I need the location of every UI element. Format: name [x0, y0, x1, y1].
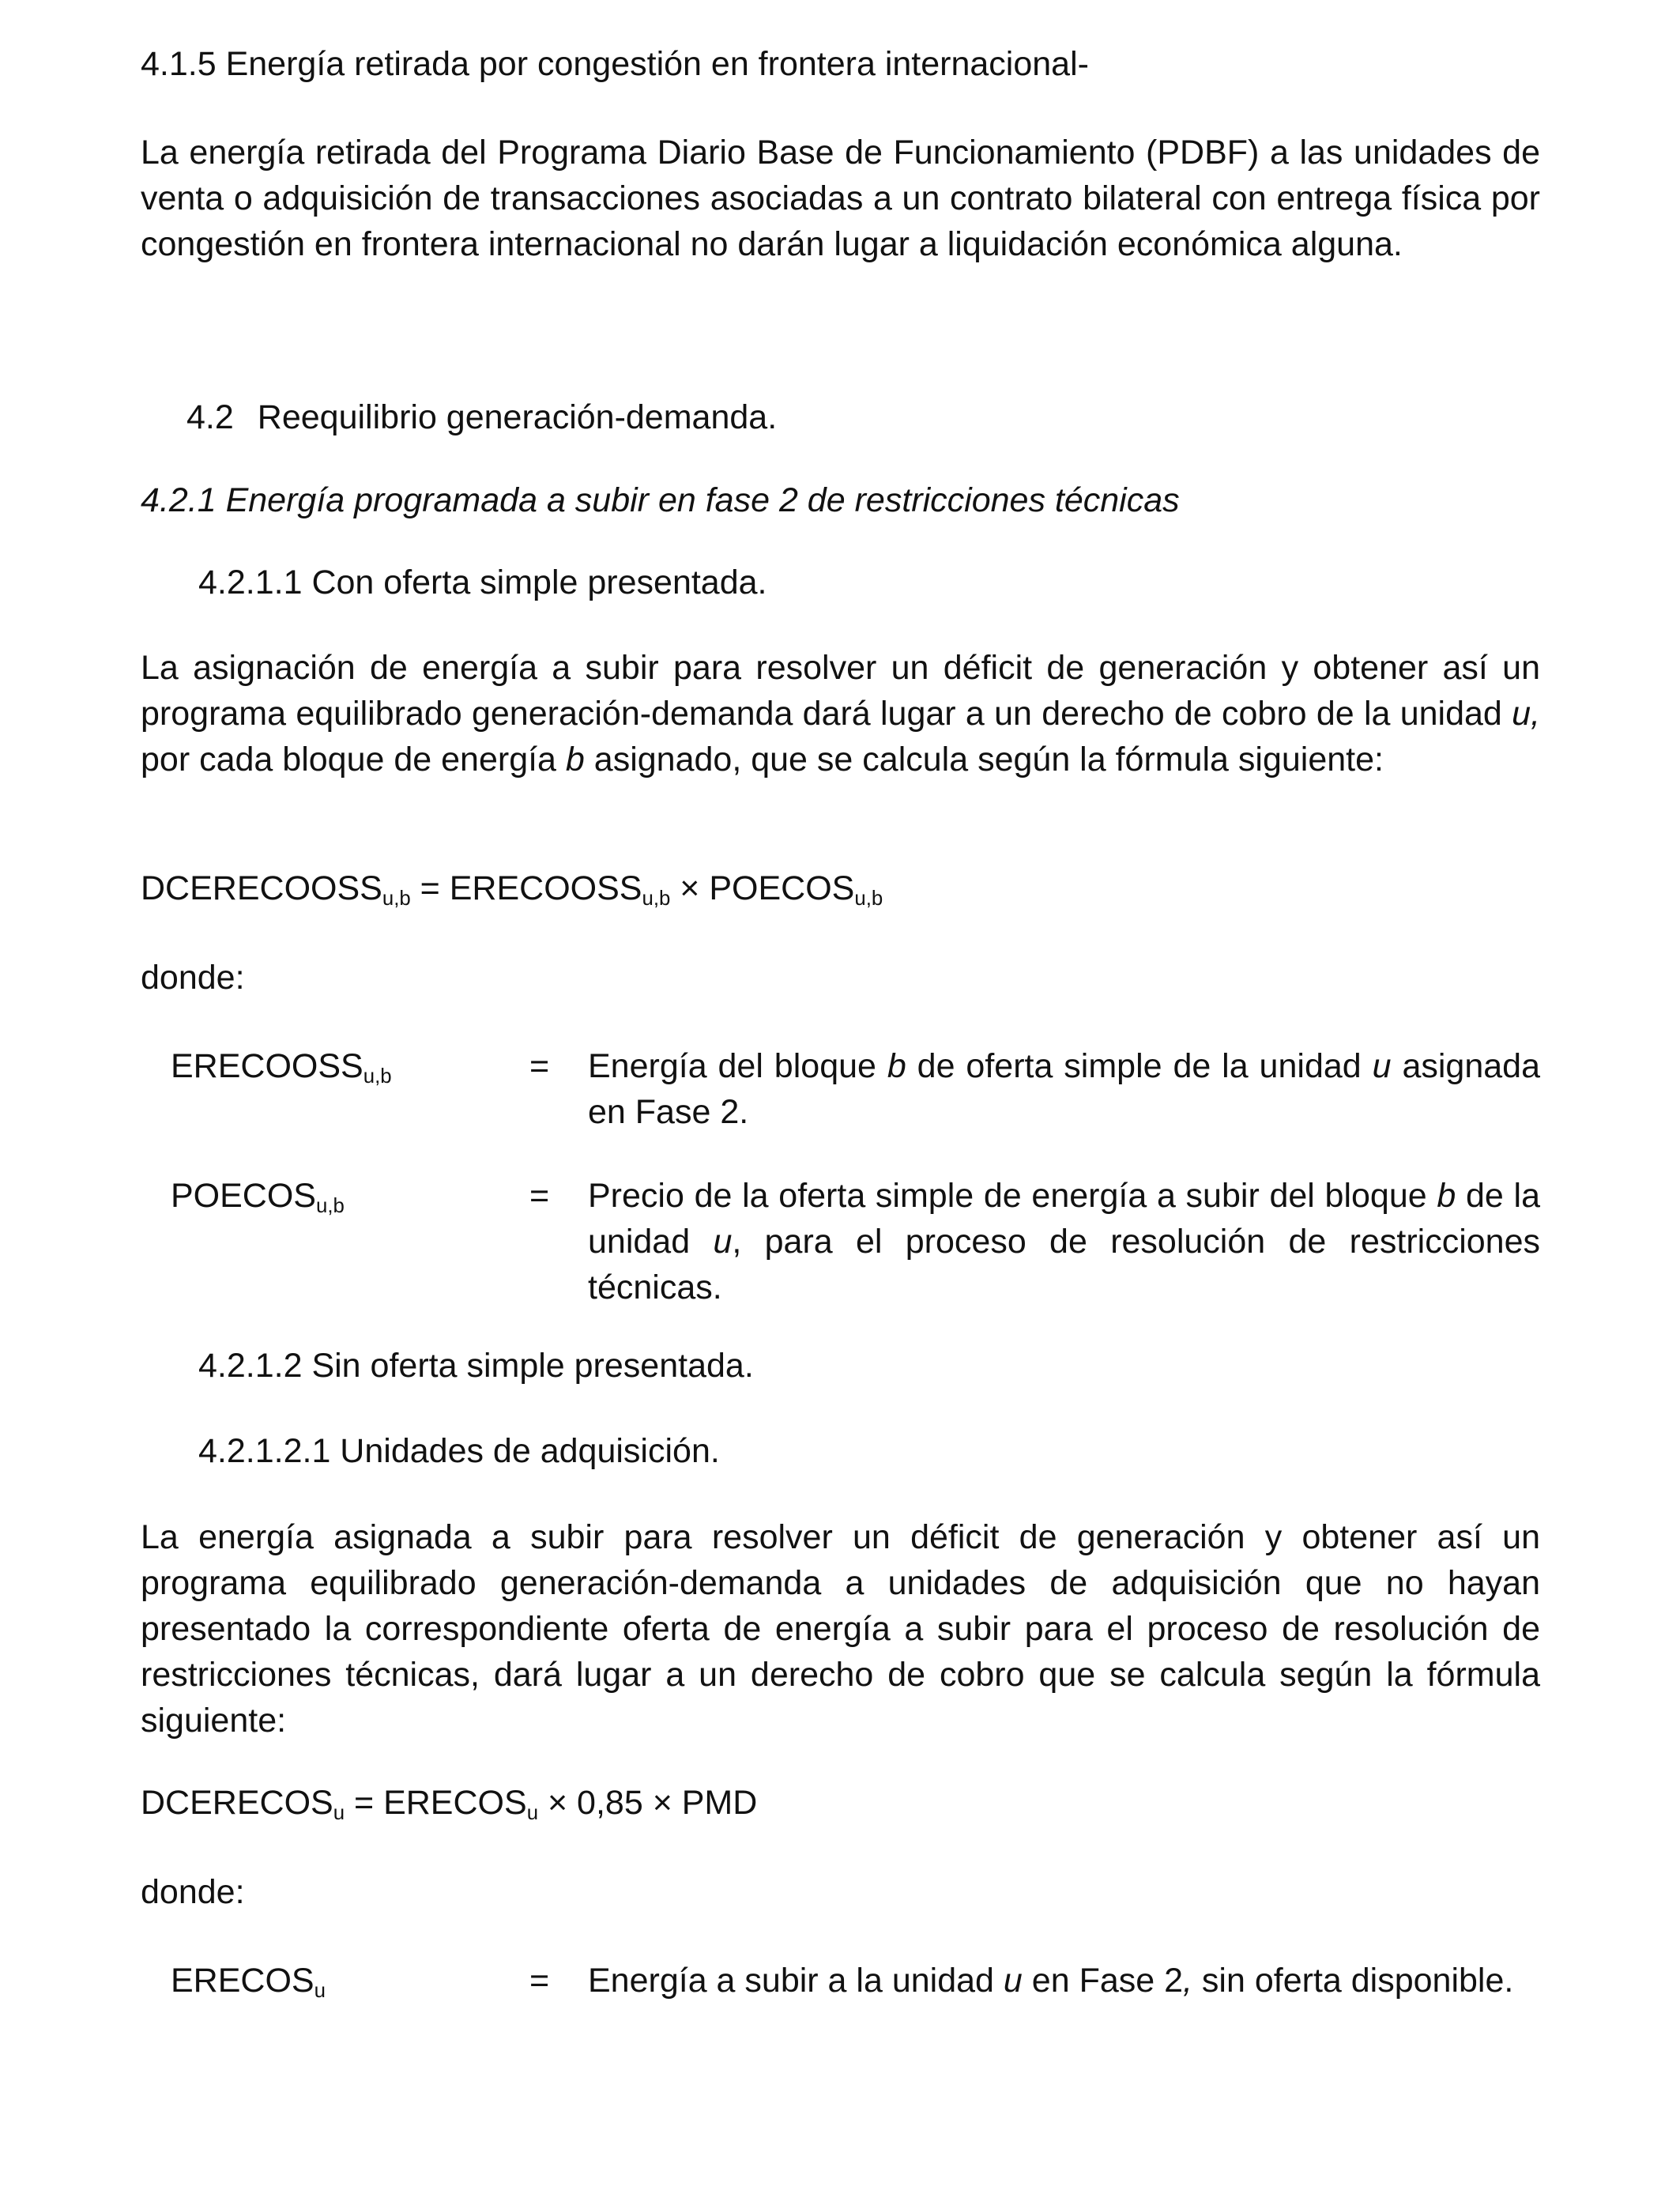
- definition-description: Precio de la oferta simple de energía a subir del bloque b de la unidad u, para el proceso de resolución de restricciones técnicas.: [588, 1177, 1540, 1306]
- equals-sign: =: [410, 869, 450, 907]
- section-4-2-title: Reequilibrio generación-demanda.: [257, 398, 778, 436]
- subscript: u: [333, 1802, 345, 1825]
- equals-sign: =: [529, 1047, 550, 1085]
- formula-rest: × 0,85 × PMD: [538, 1784, 758, 1822]
- para-text: La asignación de energía a subir para resolver un déficit de generación y obtener así un programa equilibrado generación-demanda dará lugar a un derecho de cobro de la unidad: [141, 649, 1540, 733]
- section-4-2-1-2-1-paragraph: La energía asignada a subir para resolver un déficit de generación y obtener así un programa equilibrado generación-demanda a unidades de adquisición que no hayan presentado la correspondiente oferta de energía a subir para el proceso de resolución de restricciones técnicas, dará lugar a un derecho de cobro que se calcula según la fórmula siguiente:: [141, 1518, 1540, 1740]
- section-4-2-1-2-heading: 4.2.1.2 Sin oferta simple presentada.: [198, 1347, 754, 1385]
- formula-term: ERECOS: [383, 1784, 527, 1822]
- subscript: u,b: [854, 888, 883, 910]
- formula-lhs: DCERECOS: [141, 1784, 333, 1822]
- section-4-2-1-1-paragraph: [141, 645, 1540, 782]
- equals-sign: =: [529, 1177, 550, 1215]
- definition-term: $ERECOS_u$: [171, 1962, 326, 2003]
- subscript: u: [526, 1802, 539, 1825]
- section-4-2-1-heading: 4.2.1 Energía programada a subir en fase 2 de restricciones técnicas: [141, 481, 1180, 519]
- subscript: u,b: [382, 888, 411, 910]
- formula-term: POECOS: [709, 869, 855, 907]
- equals-sign: =: [529, 1962, 550, 2000]
- formula-dcerecos: [141, 1780, 1540, 1826]
- section-4-1-5-paragraph: La energía retirada del Programa Diario Base de Funcionamiento (PDBF) a las unidades de venta o adquisición de transacciones asociadas a un contrato bilateral con entrega física por congestión en frontera internacional no darán lugar a liquidación económica alguna.: [141, 134, 1540, 263]
- section-4-2-1-2-1-heading: 4.2.1.2.1 Unidades de adquisición.: [198, 1432, 720, 1470]
- donde-label: donde:: [141, 959, 245, 997]
- definition-description: Energía del bloque b de oferta simple de la unidad u asignada en Fase 2.: [588, 1047, 1540, 1131]
- formula-term: ERECOOSS: [449, 869, 642, 907]
- equals-sign: =: [345, 1784, 384, 1822]
- donde-label: donde:: [141, 1873, 245, 1911]
- section-4-2-heading: [186, 394, 777, 440]
- section-4-2-number: 4.2: [186, 398, 234, 436]
- var-u: u,: [1512, 695, 1540, 733]
- formula-lhs: DCERECOOSS: [141, 869, 382, 907]
- var-b: b: [565, 741, 585, 778]
- formula-dcerecooss: [141, 865, 1540, 911]
- para-text: asignado, que se calcula según la fórmula siguiente:: [584, 741, 1384, 778]
- definition-term: $POECOS_{u,b}$: [171, 1177, 345, 1218]
- section-4-1-5-heading: 4.1.5 Energía retirada por congestión en frontera internacional-: [141, 45, 1089, 83]
- section-4-2-1-1-heading: 4.2.1.1 Con oferta simple presentada.: [198, 564, 767, 601]
- definition-description: Energía a subir a la unidad u en Fase 2, sin oferta disponible.: [588, 1962, 1514, 2000]
- para-text: por cada bloque de energía: [141, 741, 566, 778]
- subscript: u,b: [642, 888, 671, 910]
- multiply-sign: ×: [670, 869, 710, 907]
- definition-term: $ERECOOSS_{u,b}$: [171, 1047, 392, 1088]
